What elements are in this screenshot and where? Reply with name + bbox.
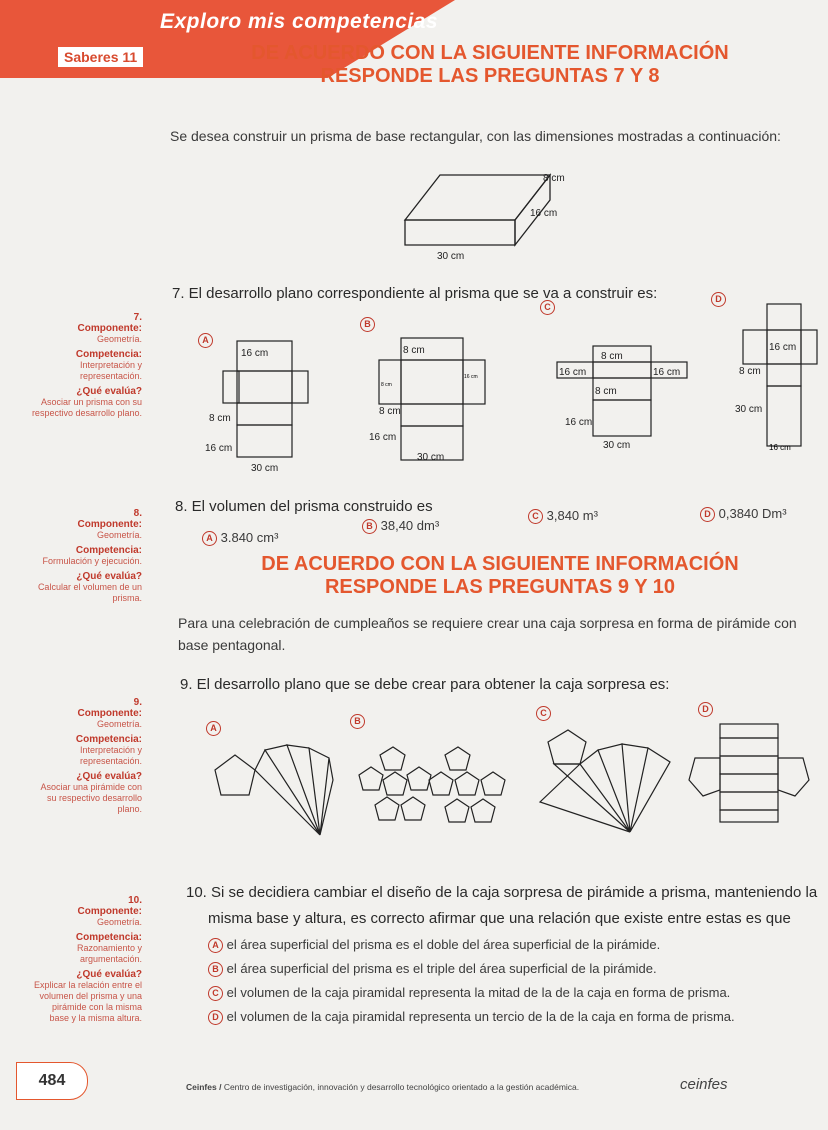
svg-text:30 cm: 30 cm	[251, 463, 279, 474]
q10-answer-b[interactable]: B el área superficial del prisma es el triple del área superficial de la pirámide.	[208, 961, 657, 977]
q10-text: 10. Si se decidiera cambiar el diseño de la caja sorpresa de pirámide a prisma, manteniendo la misma base y altura, es correcto afirmar que una relación que existe entre estas es que	[186, 884, 818, 927]
prism-figure	[395, 165, 595, 265]
q9-net-b	[345, 735, 515, 840]
prism-depth-label: 16 cm	[530, 208, 558, 219]
block1-title: DE ACUERDO CON LA SIGUIENTE INFORMACIÓN RESPONDE LAS PREGUNTAS 7 Y 8	[251, 42, 729, 87]
svg-text:16 cm: 16 cm	[369, 432, 397, 443]
q7-net-c	[555, 340, 695, 465]
svg-text:16 cm: 16 cm	[653, 367, 681, 378]
q7-net-d	[735, 300, 820, 460]
q8-answer-b[interactable]: B 38,40 dm³	[362, 518, 439, 534]
q7-option-a[interactable]: A	[198, 333, 213, 348]
q9-net-d	[685, 718, 815, 833]
q9-text: 9. El desarrollo plano que se debe crear para obtener la caja sorpresa es:	[180, 676, 670, 693]
svg-text:8 cm: 8 cm	[595, 386, 617, 397]
section-title: Exploro mis competencias	[160, 10, 439, 33]
svg-text:16 cm: 16 cm	[769, 342, 797, 353]
q8-answer-a[interactable]: A 3.840 cm³	[202, 530, 278, 546]
q7-sidebar: 7. Componente: Geometría. Competencia: Interpretación y representación. ¿Qué evalúa? Asociar un prisma con su respectivo desarrollo plano.	[31, 312, 142, 418]
q7-option-b[interactable]: B	[360, 317, 375, 332]
block1-intro: Se desea construir un prisma de base rectangular, con las dimensiones mostradas a continuación:	[170, 128, 781, 144]
svg-text:16 cm: 16 cm	[565, 417, 593, 428]
page-number: 484	[16, 1062, 88, 1100]
q10-answer-c[interactable]: C el volumen de la caja piramidal representa la mitad de la de la caja en forma de prisma.	[208, 985, 730, 1001]
svg-text:8 cm: 8 cm	[403, 345, 425, 356]
svg-text:16 cm: 16 cm	[464, 374, 478, 380]
svg-text:8 cm: 8 cm	[381, 382, 392, 388]
q9-option-a[interactable]: A	[206, 721, 221, 736]
svg-text:30 cm: 30 cm	[735, 404, 763, 415]
prism-height-label: 8 cm	[543, 173, 565, 184]
q7-text: 7. El desarrollo plano correspondiente al prisma que se va a construir es:	[172, 285, 658, 302]
q9-net-a	[205, 740, 335, 850]
svg-text:8 cm: 8 cm	[739, 366, 761, 377]
q10-answer-d[interactable]: D el volumen de la caja piramidal representa un tercio de la de la caja en forma de prisma.	[208, 1009, 735, 1025]
q10-sidebar: 10. Componente: Geometría. Competencia: Razonamiento y argumentación. ¿Qué evalúa? Explicar la relación entre el volumen del prisma y una pirámide con la misma base y la misma altura.	[33, 895, 142, 1023]
q9-option-d[interactable]: D	[698, 702, 713, 717]
footer-text: Ceinfes / Centro de investigación, innovación y desarrollo tecnológico orientado a la gestión académica.	[186, 1082, 580, 1092]
svg-text:16 cm: 16 cm	[559, 367, 587, 378]
q8-text: 8. El volumen del prisma construido es	[175, 498, 433, 515]
q9-sidebar: 9. Componente: Geometría. Competencia: Interpretación y representación. ¿Qué evalúa? Asociar una pirámide con su respectivo desarrollo plano.	[40, 697, 142, 814]
q10-answer-a[interactable]: A el área superficial del prisma es el doble del área superficial de la pirámide.	[208, 937, 660, 953]
brand-logo: ceinfes	[680, 1076, 728, 1093]
svg-text:30 cm: 30 cm	[603, 440, 631, 451]
block2-title: DE ACUERDO CON LA SIGUIENTE INFORMACIÓN RESPONDE LAS PREGUNTAS 9 Y 10	[261, 553, 739, 598]
q8-answer-c[interactable]: C 3,840 m³	[528, 508, 598, 524]
q8-answer-d[interactable]: D 0,3840 Dm³	[700, 506, 787, 522]
q9-net-c	[530, 722, 685, 842]
q7-net-a	[195, 335, 320, 480]
q9-option-c[interactable]: C	[536, 706, 551, 721]
q7-option-c[interactable]: C	[540, 300, 555, 315]
svg-text:16 cm: 16 cm	[241, 348, 269, 359]
svg-text:8 cm: 8 cm	[209, 413, 231, 424]
block2-intro: Para una celebración de cumpleaños se requiere crear una caja sorpresa en forma de pirámide con base pentagonal.	[178, 615, 797, 653]
q8-sidebar: 8. Componente: Geometría. Competencia: Formulación y ejecución. ¿Qué evalúa? Calcular el volumen de un prisma.	[37, 508, 142, 603]
svg-text:8 cm: 8 cm	[379, 406, 401, 417]
q7-net-b	[365, 330, 495, 470]
svg-text:8 cm: 8 cm	[601, 351, 623, 362]
book-title: Saberes 11	[58, 47, 143, 67]
q7-option-d[interactable]: D	[711, 292, 726, 307]
q9-option-b[interactable]: B	[350, 714, 365, 729]
svg-text:16 cm: 16 cm	[769, 443, 791, 452]
prism-length-label: 30 cm	[437, 251, 465, 262]
svg-text:16 cm: 16 cm	[205, 443, 233, 454]
svg-text:30 cm: 30 cm	[417, 452, 445, 463]
